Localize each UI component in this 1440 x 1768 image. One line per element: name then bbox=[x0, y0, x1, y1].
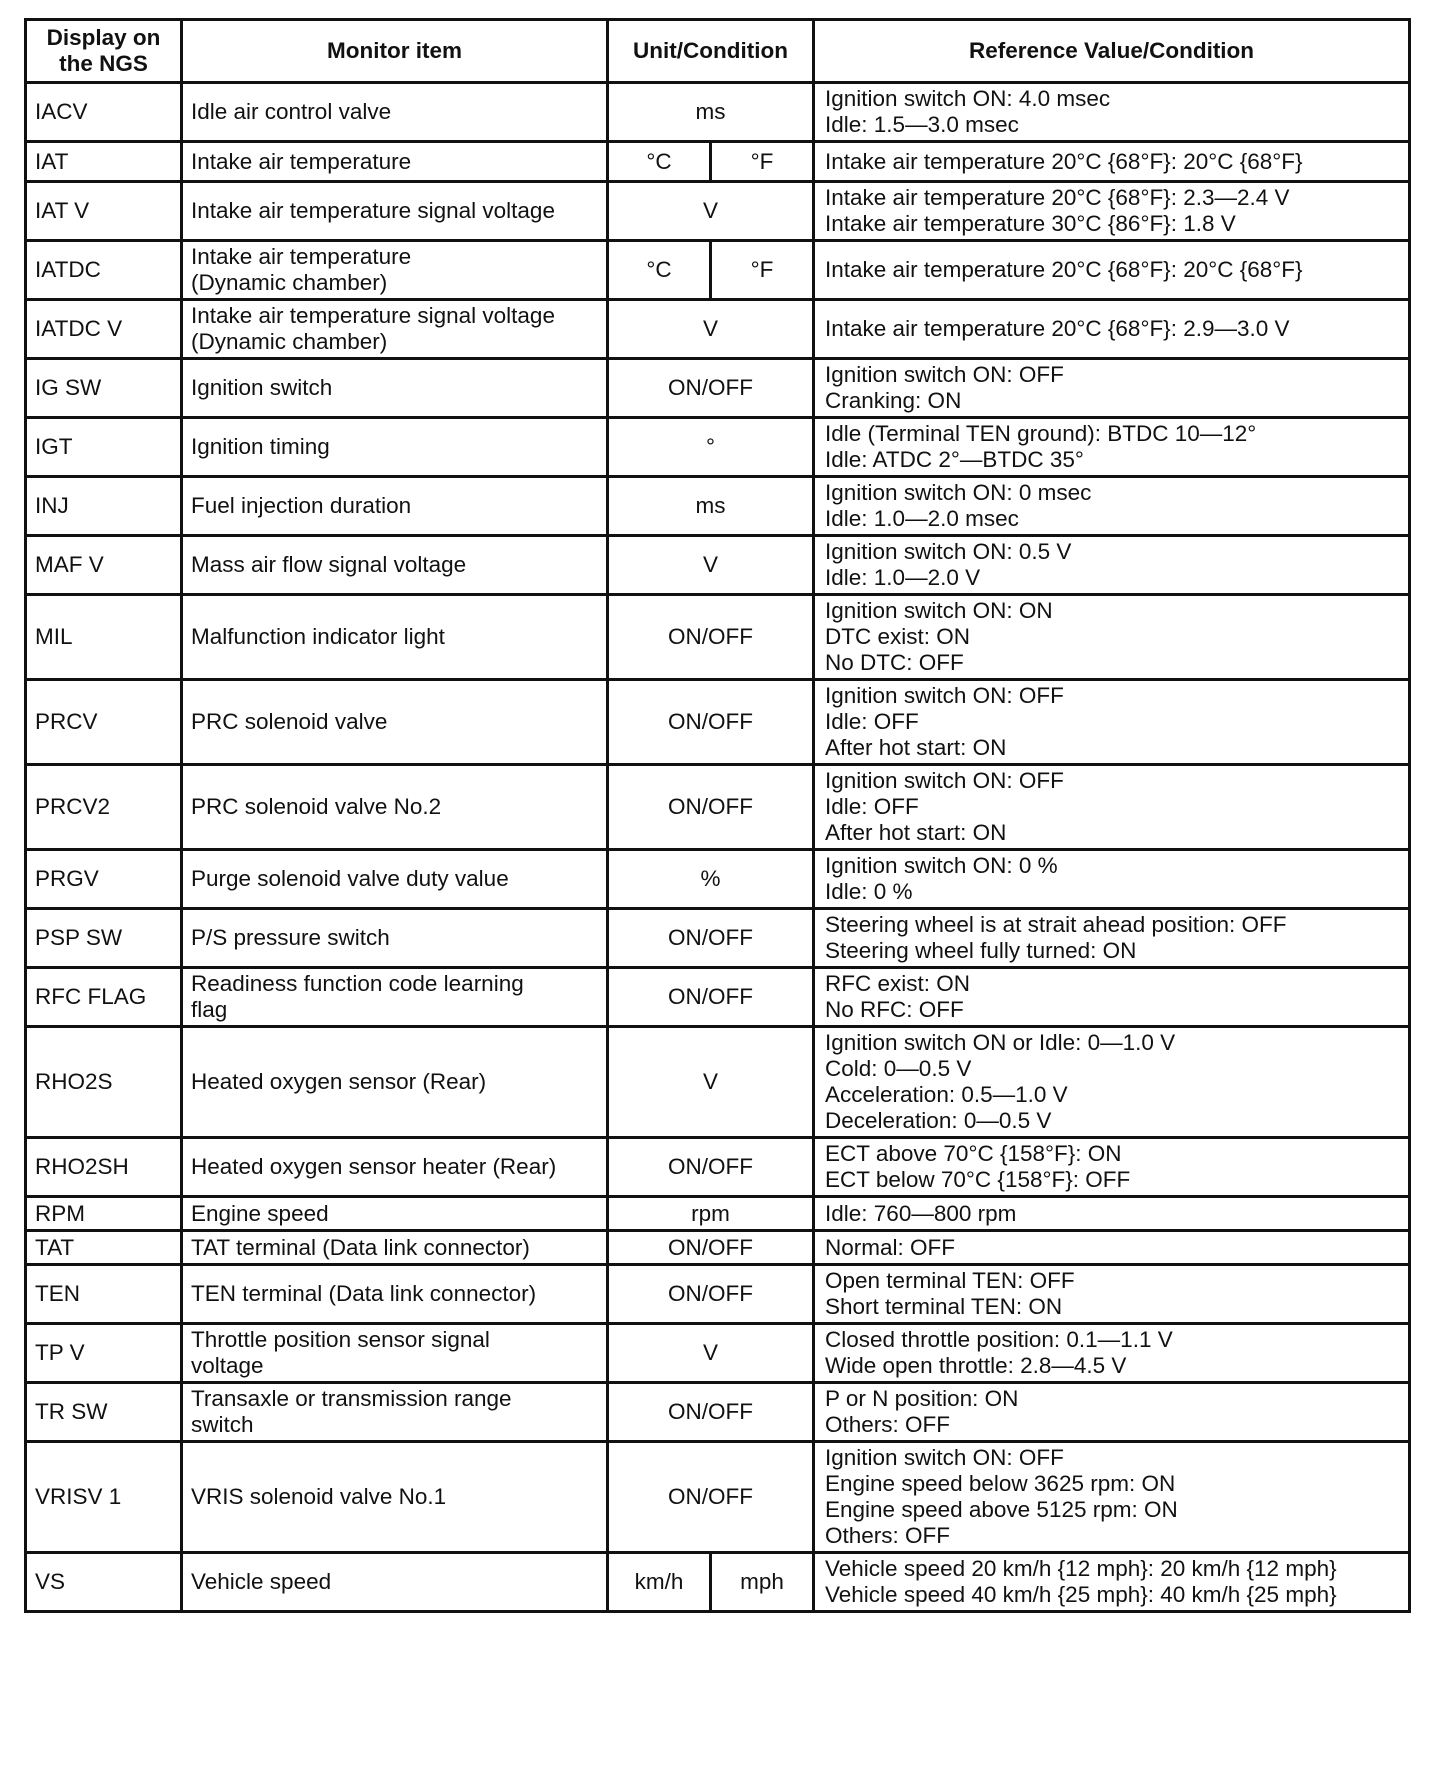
monitor-item-cell: Transaxle or transmission range switch bbox=[182, 1383, 608, 1442]
monitor-item-cell: Intake air temperature signal voltage bbox=[182, 182, 608, 241]
table-row bbox=[26, 300, 1410, 359]
reference-value-cell: Ignition switch ON: 4.0 msec Idle: 1.5—3.0 msec bbox=[814, 83, 1410, 142]
table-row bbox=[26, 1553, 1410, 1612]
table-row bbox=[26, 1027, 1410, 1138]
reference-value-cell: Steering wheel is at strait ahead position: OFF Steering wheel fully turned: ON bbox=[814, 909, 1410, 968]
header-reference-value: Reference Value/Condition bbox=[814, 20, 1410, 83]
header-display: Display on the NGS bbox=[26, 20, 182, 83]
display-cell: MAF V bbox=[26, 536, 182, 595]
monitor-item-cell: Malfunction indicator light bbox=[182, 595, 608, 680]
monitor-item-cell: Engine speed bbox=[182, 1197, 608, 1231]
unit-cell-metric: °C bbox=[608, 241, 711, 300]
monitor-item-cell: TEN terminal (Data link connector) bbox=[182, 1265, 608, 1324]
reference-value-cell: Ignition switch ON: 0 % Idle: 0 % bbox=[814, 850, 1410, 909]
reference-value-cell: RFC exist: ON No RFC: OFF bbox=[814, 968, 1410, 1027]
unit-cell: V bbox=[608, 536, 814, 595]
display-cell: TP V bbox=[26, 1324, 182, 1383]
reference-value-cell: Ignition switch ON: OFF Engine speed below 3625 rpm: ON Engine speed above 5125 rpm: ON Others: OFF bbox=[814, 1442, 1410, 1553]
monitor-item-cell: Throttle position sensor signal voltage bbox=[182, 1324, 608, 1383]
monitor-item-cell: Intake air temperature signal voltage (Dynamic chamber) bbox=[182, 300, 608, 359]
table-row bbox=[26, 595, 1410, 680]
unit-cell: ON/OFF bbox=[608, 359, 814, 418]
table-row bbox=[26, 536, 1410, 595]
display-cell: IATDC bbox=[26, 241, 182, 300]
reference-value-cell: Ignition switch ON: OFF Cranking: ON bbox=[814, 359, 1410, 418]
table-row bbox=[26, 1265, 1410, 1324]
display-cell: RHO2SH bbox=[26, 1138, 182, 1197]
display-cell: IAT V bbox=[26, 182, 182, 241]
monitor-item-cell: Intake air temperature (Dynamic chamber) bbox=[182, 241, 608, 300]
monitor-item-cell: VRIS solenoid valve No.1 bbox=[182, 1442, 608, 1553]
reference-value-cell: Ignition switch ON: 0.5 V Idle: 1.0—2.0 V bbox=[814, 536, 1410, 595]
reference-value-cell: Closed throttle position: 0.1—1.1 V Wide open throttle: 2.8—4.5 V bbox=[814, 1324, 1410, 1383]
display-cell: RHO2S bbox=[26, 1027, 182, 1138]
unit-cell: V bbox=[608, 182, 814, 241]
reference-value-cell: Ignition switch ON: OFF Idle: OFF After hot start: ON bbox=[814, 765, 1410, 850]
table-row bbox=[26, 142, 1410, 182]
display-cell: TEN bbox=[26, 1265, 182, 1324]
reference-value-cell: P or N position: ON Others: OFF bbox=[814, 1383, 1410, 1442]
reference-value-cell: Intake air temperature 20°C {68°F}: 2.3—2.4 V Intake air temperature 30°C {86°F}: 1.8 V bbox=[814, 182, 1410, 241]
monitor-item-cell: Vehicle speed bbox=[182, 1553, 608, 1612]
unit-cell: rpm bbox=[608, 1197, 814, 1231]
table-row bbox=[26, 359, 1410, 418]
display-cell: PRCV2 bbox=[26, 765, 182, 850]
table-row bbox=[26, 1197, 1410, 1231]
reference-value-cell: ECT above 70°C {158°F}: ON ECT below 70°C {158°F}: OFF bbox=[814, 1138, 1410, 1197]
table-row bbox=[26, 241, 1410, 300]
unit-cell: V bbox=[608, 300, 814, 359]
unit-cell: ms bbox=[608, 477, 814, 536]
display-cell: IAT bbox=[26, 142, 182, 182]
unit-cell: ° bbox=[608, 418, 814, 477]
monitor-item-cell: Intake air temperature bbox=[182, 142, 608, 182]
display-cell: IACV bbox=[26, 83, 182, 142]
monitor-item-cell: Purge solenoid valve duty value bbox=[182, 850, 608, 909]
monitor-item-cell: P/S pressure switch bbox=[182, 909, 608, 968]
unit-cell: ON/OFF bbox=[608, 1265, 814, 1324]
unit-cell: ON/OFF bbox=[608, 595, 814, 680]
unit-cell: % bbox=[608, 850, 814, 909]
reference-value-cell: Open terminal TEN: OFF Short terminal TEN: ON bbox=[814, 1265, 1410, 1324]
unit-cell: ms bbox=[608, 83, 814, 142]
reference-value-cell: Idle (Terminal TEN ground): BTDC 10—12° Idle: ATDC 2°—BTDC 35° bbox=[814, 418, 1410, 477]
display-cell: PRGV bbox=[26, 850, 182, 909]
table-row bbox=[26, 477, 1410, 536]
reference-value-cell: Intake air temperature 20°C {68°F}: 2.9—3.0 V bbox=[814, 300, 1410, 359]
header-monitor-item: Monitor item bbox=[182, 20, 608, 83]
display-cell: RPM bbox=[26, 1197, 182, 1231]
unit-cell: ON/OFF bbox=[608, 1231, 814, 1265]
table-row bbox=[26, 1138, 1410, 1197]
header-unit-condition: Unit/Condition bbox=[608, 20, 814, 83]
table-row bbox=[26, 765, 1410, 850]
unit-cell: ON/OFF bbox=[608, 1138, 814, 1197]
display-cell: PSP SW bbox=[26, 909, 182, 968]
unit-cell: V bbox=[608, 1324, 814, 1383]
display-cell: INJ bbox=[26, 477, 182, 536]
unit-cell: ON/OFF bbox=[608, 1383, 814, 1442]
monitor-item-cell: Idle air control valve bbox=[182, 83, 608, 142]
display-cell: TR SW bbox=[26, 1383, 182, 1442]
table-row bbox=[26, 1231, 1410, 1265]
monitor-item-cell: Mass air flow signal voltage bbox=[182, 536, 608, 595]
display-cell: PRCV bbox=[26, 680, 182, 765]
unit-cell: ON/OFF bbox=[608, 1442, 814, 1553]
reference-value-cell: Normal: OFF bbox=[814, 1231, 1410, 1265]
display-cell: IG SW bbox=[26, 359, 182, 418]
unit-cell: ON/OFF bbox=[608, 968, 814, 1027]
reference-value-cell: Intake air temperature 20°C {68°F}: 20°C {68°F} bbox=[814, 142, 1410, 182]
unit-cell-imperial: °F bbox=[711, 241, 814, 300]
monitor-item-cell: PRC solenoid valve bbox=[182, 680, 608, 765]
reference-value-cell: Vehicle speed 20 km/h {12 mph}: 20 km/h {12 mph} Vehicle speed 40 km/h {25 mph}: 40 km/h {25 mph} bbox=[814, 1553, 1410, 1612]
table-row bbox=[26, 909, 1410, 968]
reference-value-cell: Idle: 760—800 rpm bbox=[814, 1197, 1410, 1231]
unit-cell-metric: km/h bbox=[608, 1553, 711, 1612]
table-row bbox=[26, 83, 1410, 142]
monitor-item-cell: Readiness function code learning flag bbox=[182, 968, 608, 1027]
table-row bbox=[26, 1324, 1410, 1383]
display-cell: RFC FLAG bbox=[26, 968, 182, 1027]
table-row bbox=[26, 418, 1410, 477]
unit-cell: ON/OFF bbox=[608, 680, 814, 765]
monitor-item-cell: PRC solenoid valve No.2 bbox=[182, 765, 608, 850]
monitor-item-cell: Heated oxygen sensor (Rear) bbox=[182, 1027, 608, 1138]
display-cell: VS bbox=[26, 1553, 182, 1612]
table-row bbox=[26, 1383, 1410, 1442]
monitor-item-cell: Heated oxygen sensor heater (Rear) bbox=[182, 1138, 608, 1197]
monitor-item-cell: Ignition timing bbox=[182, 418, 608, 477]
monitor-item-cell: Fuel injection duration bbox=[182, 477, 608, 536]
display-cell: IGT bbox=[26, 418, 182, 477]
unit-cell: ON/OFF bbox=[608, 909, 814, 968]
table-row bbox=[26, 680, 1410, 765]
unit-cell-metric: °C bbox=[608, 142, 711, 182]
unit-cell: V bbox=[608, 1027, 814, 1138]
unit-cell-imperial: mph bbox=[711, 1553, 814, 1612]
table-row bbox=[26, 850, 1410, 909]
monitor-item-cell: Ignition switch bbox=[182, 359, 608, 418]
table-row bbox=[26, 1442, 1410, 1553]
table-row bbox=[26, 968, 1410, 1027]
monitor-item-cell: TAT terminal (Data link connector) bbox=[182, 1231, 608, 1265]
display-cell: IATDC V bbox=[26, 300, 182, 359]
reference-value-cell: Ignition switch ON: OFF Idle: OFF After hot start: ON bbox=[814, 680, 1410, 765]
monitor-reference-table bbox=[24, 18, 1411, 1613]
unit-cell: ON/OFF bbox=[608, 765, 814, 850]
display-cell: TAT bbox=[26, 1231, 182, 1265]
reference-value-cell: Ignition switch ON: 0 msec Idle: 1.0—2.0 msec bbox=[814, 477, 1410, 536]
reference-value-cell: Intake air temperature 20°C {68°F}: 20°C {68°F} bbox=[814, 241, 1410, 300]
table-row bbox=[26, 182, 1410, 241]
reference-value-cell: Ignition switch ON or Idle: 0—1.0 V Cold: 0—0.5 V Acceleration: 0.5—1.0 V Deceleration: 0—0.5 V bbox=[814, 1027, 1410, 1138]
unit-cell-imperial: °F bbox=[711, 142, 814, 182]
table-header-row bbox=[26, 20, 1410, 83]
display-cell: MIL bbox=[26, 595, 182, 680]
display-cell: VRISV 1 bbox=[26, 1442, 182, 1553]
reference-value-cell: Ignition switch ON: ON DTC exist: ON No DTC: OFF bbox=[814, 595, 1410, 680]
